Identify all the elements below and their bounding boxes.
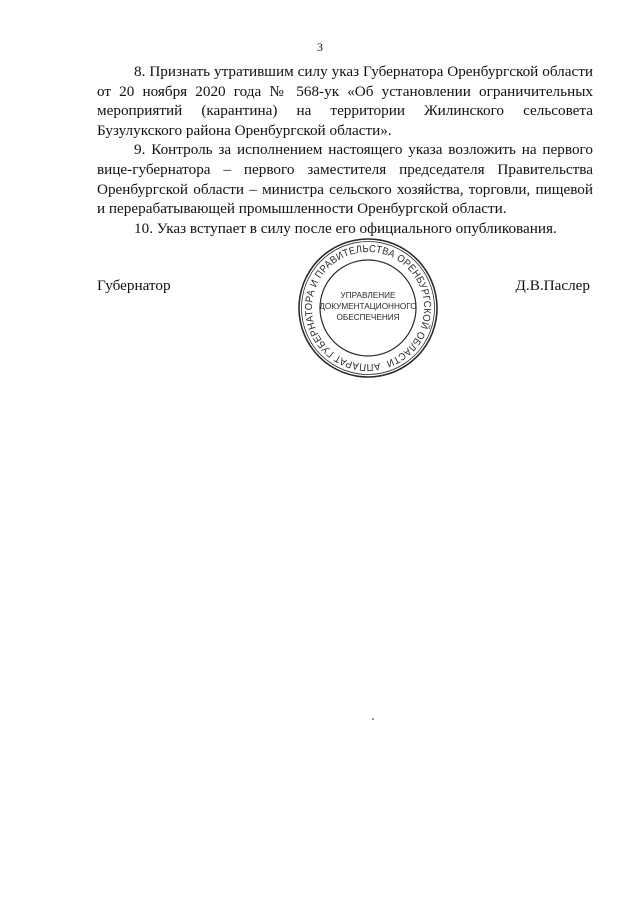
signatory-title: Губернатор	[97, 277, 171, 294]
paragraph-9: 9. Контроль за исполнением настоящего указа возложить на первого вице-губернатора – первого заместителя председателя Правительства Оренбургской области – министра сельского хозяйства, торговли, пищевой и перерабатывающей промышленности Оренбургской области.	[97, 141, 593, 218]
stamp-ring-text: АППАРАТ ГУБЕРНАТОРА И ПРАВИТЕЛЬСТВА ОРЕНБУРГСКОЙ ОБЛАСТИ	[303, 243, 433, 373]
paragraph-8: 8. Признать утратившим силу указ Губернатора Оренбургской области от 20 ноября 2020 года № 568-ук «Об установлении ограничительных мероприятий (карантина) на территории Жилинского сельсовета Бузулукского района Оренбургской области».	[97, 63, 593, 139]
paragraph-10: 10. Указ вступает в силу после его официального опубликования.	[134, 219, 557, 237]
document-body	[97, 62, 593, 238]
stamp-center-line-3: ОБЕСПЕЧЕНИЯ	[336, 313, 400, 322]
signatory-name: Д.В.Паслер	[515, 277, 590, 294]
stamp-center-line-1: УПРАВЛЕНИЕ	[340, 291, 396, 300]
page-number: 3	[317, 40, 323, 54]
official-stamp	[297, 237, 439, 379]
stamp-center-line-2: ДОКУМЕНТАЦИОННОГО	[319, 302, 417, 311]
scan-speck	[372, 718, 374, 720]
